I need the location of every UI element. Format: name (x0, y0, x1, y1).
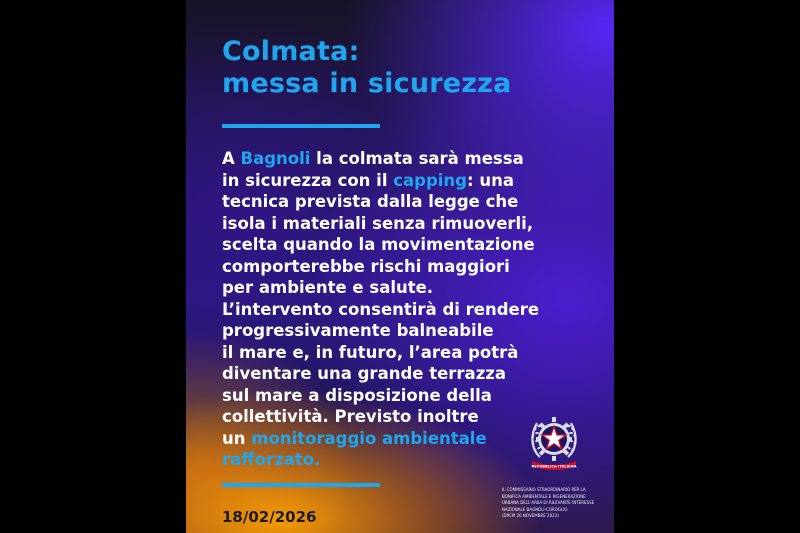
footer-divider (222, 483, 380, 487)
commissioner-caption (502, 487, 606, 520)
page-title (222, 36, 512, 100)
caption-line: (DPCM 20 NOVEMBRE 2023) (502, 513, 559, 518)
body-line: tecnica prevista dalla legge che (222, 192, 519, 211)
body-line: collettività. Previsto inoltre (222, 407, 479, 426)
highlight-monitoraggio: monitoraggio ambientale (251, 428, 487, 448)
caption-line: BONIFICA AMBIENTALE E RIGENERAZIONE (502, 493, 586, 499)
body-line: il mare e, in futuro, l’area potrà (222, 342, 519, 362)
body-text-run: la colmata sarà messa (310, 149, 524, 168)
body-line: isola i materiali senza rimuoverli, (222, 213, 534, 233)
caption-line: IL COMMISSARIO STRAORDINARIO PER LA (502, 487, 586, 492)
body-line: scelta quando la movimentazione (222, 235, 535, 254)
caption-line: NAZIONALE BAGNOLI-COROGLIO (502, 506, 568, 512)
body-line: progressivamente balneabile (222, 321, 494, 340)
poster (186, 0, 614, 533)
italian-republic-emblem-icon (526, 411, 582, 473)
body-line (222, 170, 602, 192)
title-line-1: Colmata: (222, 36, 360, 67)
body-line: comporterebbe rischi maggiori (222, 256, 510, 276)
body-line: L’intervento consentirà di rendere (222, 299, 540, 319)
title-line-2: messa in sicurezza (222, 68, 512, 99)
publication-date: 18/02/2026 (222, 508, 317, 526)
highlight-capping: capping (393, 170, 467, 190)
body-line (222, 148, 602, 170)
body-line: diventare una grande terrazza (222, 364, 507, 383)
body-line: sul mare a disposizione della (222, 385, 492, 405)
body-line: per ambiente e salute. (222, 278, 434, 297)
caption-line: URBANA DELL'AREA DI RILEVANTE INTERESSE (502, 500, 595, 505)
body-text-run: in sicurezza con il (222, 170, 394, 190)
body-text-run: A (222, 149, 241, 168)
highlight-bagnoli: Bagnoli (240, 149, 311, 168)
body-text-run: un (222, 428, 252, 448)
body-text-run: : una (467, 170, 514, 190)
title-divider (222, 124, 380, 128)
emblem-banner-text: REPUBBLICA ITALIANA (531, 464, 577, 469)
highlight-rafforzato: rafforzato. (222, 450, 321, 469)
